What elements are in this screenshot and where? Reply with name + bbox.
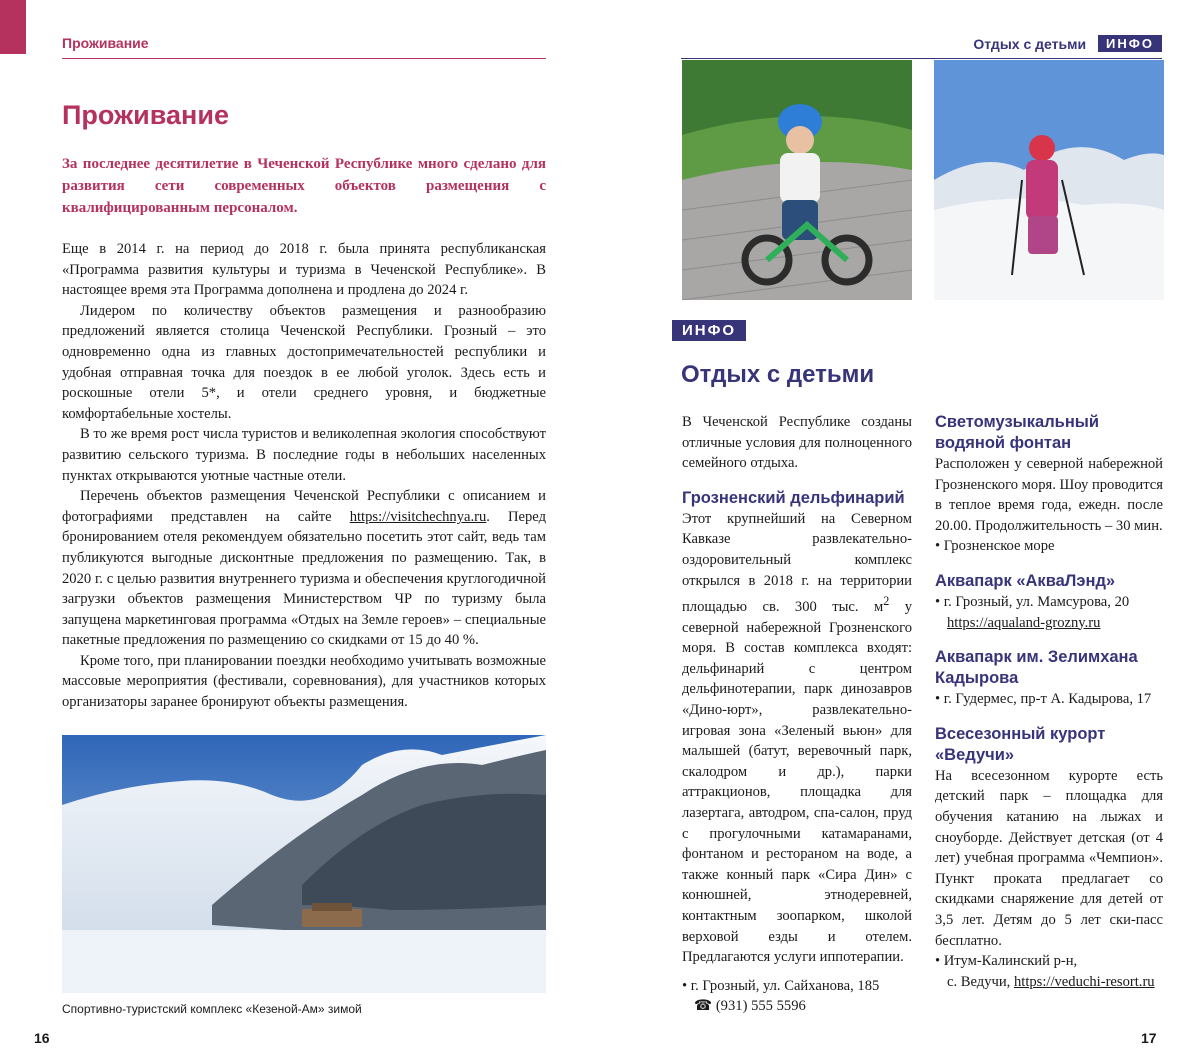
page-title-left: Проживание [62,100,229,130]
header-section-title: Отдых с детьми [973,35,1087,52]
page-title-right: Отдых с детьми [681,361,875,388]
aqualand-address: • г. Грозный, ул. Мамсурова, 20 [935,593,1130,610]
aqualand-link[interactable]: https://aqualand-grozny.ru [947,614,1101,631]
header-info-badge: ИНФО [1098,35,1162,52]
veduchi-address: • Итум-Калинский р-н, [935,953,1078,970]
aqualand-heading: Аквапарк «АкваЛэнд» [935,571,1116,590]
dolphinarium-address: • г. Грозный, ул. Сайханова, 185 [682,977,880,994]
paragraph: Перечень объектов размещения Чеченской Республики с описанием и фотографиями представлен на сайте https://visitchechnya.ru. Перед бронированием отеля рекомендуем обязательно посетить этот сайт, ведь там публикуются выгодные дисконтные предложения по размещению. Так, в 2020 г. с целью развития внутреннего туризма и обеспечения круглогодичной загрузки объектов размещения Министерством ЧР по туризму была запущена маркетинговая программа «Отдых на Земле героев» – специальные пакетные предложения по размещению со скидками от 15 до 40 %. [62,488,546,649]
kadyrov-aquapark-heading: Аквапарк им. Зелимхана Кадырова [935,648,1138,688]
running-header-right [973,35,1162,52]
fountain-text: Расположен у северной набережной Грозненского моря. Шоу проводится в теплое время года, ежедн. после 20.00. Продолжительность – 30 мин. [935,456,1163,534]
photo-caption: Спортивно-туристский комплекс «Кезеной-Ам» зимой [62,1002,362,1016]
fountain-heading: Светомузыкальный водяной фонтан [935,413,1100,452]
lead-paragraph: За последнее десятилетие в Чеченской Республике много сделано для развития сети современных объектов размещения с квалифицированным персоналом. [62,156,546,216]
header-rule-right [681,58,1162,59]
dolphinarium-text: Этот крупнейший на Северном Кавказе развлекательно-оздоровительный комплекс открылся в 2018 г. на территории площадью св. 300 тыс. $м^2$ у северной набережной Грозненского моря. В состав комплекса входят: дельфинарий с центром дельфинотерапии, парк динозавров «Дино-юрт», развлекательно-игровая зона «Зеленый вьюн» для малышей (батут, веревочный парк, скалодром и др.), парки аттракционов, площадка для лазертага, автодром, спа-салон, пруд с прогулочными катамаранами, фонтаном и рестораном на воде, а также конный парк «Сира Дин» с конюшней, этнодеревней, контактным зоопарком, школой верховой езды и отелем. Предлагаются услуги иппотерапии. [682,510,912,966]
paragraph: В то же время рост числа туристов и великолепная экология способствуют развитию сельского туризма. В последние годы в небольших населенных пунктах открываются уютные частные отели. [62,426,546,484]
page-color-strip [0,0,26,54]
header-rule-left [62,58,546,59]
right-column-2: Светомузыкальный водяной фонтан Расположен у северной набережной Грозненского моря. Шоу проводится в теплое время года, ежедн. после 20.00. Продолжительность – 30 мин. • Грозненское море Аквапарк «АкваЛэнд» • г. Грозный, ул. Мамсурова, 20 https://aqualand-grozny.ru Аквапарк им. Зелимхана Кадырова • г. Гудермес, пр-т А. Кадырова, 17 Всесезонный курорт «Ведучи» На всесезонном курорте есть детский парк – площадка для обучения катанию на лыжах и сноуборде. Действует детская (от 4 лет) учебная программа «Чемпион». Пункт проката предлагает со скидками снаряжение для детей от 3,5 лет. Детям до 5 лет ски-пасс бесплатно. • Итум-Калинский р-н, с. Ведучи, https://veduchi-resort.ru [935,413,1163,990]
fountain-location: • Грозненское море [935,538,1055,555]
veduchi-text: На всесезонном курорте есть детский парк – площадка для обучения катанию на лыжах и сноуборде. Действует детская (от 4 лет) учебная программа «Чемпион». Пункт проката предлагает со скидками снаряжение для детей от 3,5 лет. Детям до 5 лет ски-пасс бесплатно. [935,767,1163,949]
child-skiing-photo [934,60,1164,300]
dolphinarium-heading: Грозненский дельфинарий [682,488,905,507]
body-text-left [62,239,546,713]
child-on-balance-bike-photo [682,60,912,300]
paragraph: Еще в 2014 г. на период до 2018 г. была принята республиканская «Программа развития культуры и туризма в Чеченской Республике». В настоящее время эта Программа дополнена и продлена до 2024 г. [62,241,546,299]
right-column-1 [682,412,912,1017]
dolphinarium-phone: ☎ (931) 555 5596 [694,998,806,1015]
info-badge: ИНФО [672,320,746,341]
page-number-right: 17 [1141,1030,1157,1046]
veduchi-heading: Всесезонный курорт «Ведучи» [935,724,1106,764]
intro-paragraph: В Чеченской Республике созданы отличные условия для полноценного семейного отдыха. [682,414,912,472]
visitchechnya-link[interactable]: https://visitchechnya.ru [349,508,487,525]
paragraph: Лидером по количеству объектов размещения и разнообразию предложений является столица Чеченской Республики. Грозный – это одновременно одна из главных достопримечательностей республики и удобная отправная точка для поездок в ее любой уголок. Здесь есть и роскошные отели 5*, и отели среднего уровня, и бюджетные комфортабельные хостелы. [62,302,546,422]
kadyrov-aquapark-address: • г. Гудермес, пр-т А. Кадырова, 17 [935,691,1152,708]
veduchi-link[interactable]: https://veduchi-resort.ru [1013,973,1155,990]
mountain-resort-photo [62,735,546,993]
page-number-left: 16 [34,1030,50,1046]
running-header-left: Проживание [62,35,149,51]
paragraph: Кроме того, при планировании поездки необходимо учитывать возможные массовые мероприятия (фестивали, соревнования), для участников которых организаторы заранее бронируют объекты размещения. [62,652,546,711]
